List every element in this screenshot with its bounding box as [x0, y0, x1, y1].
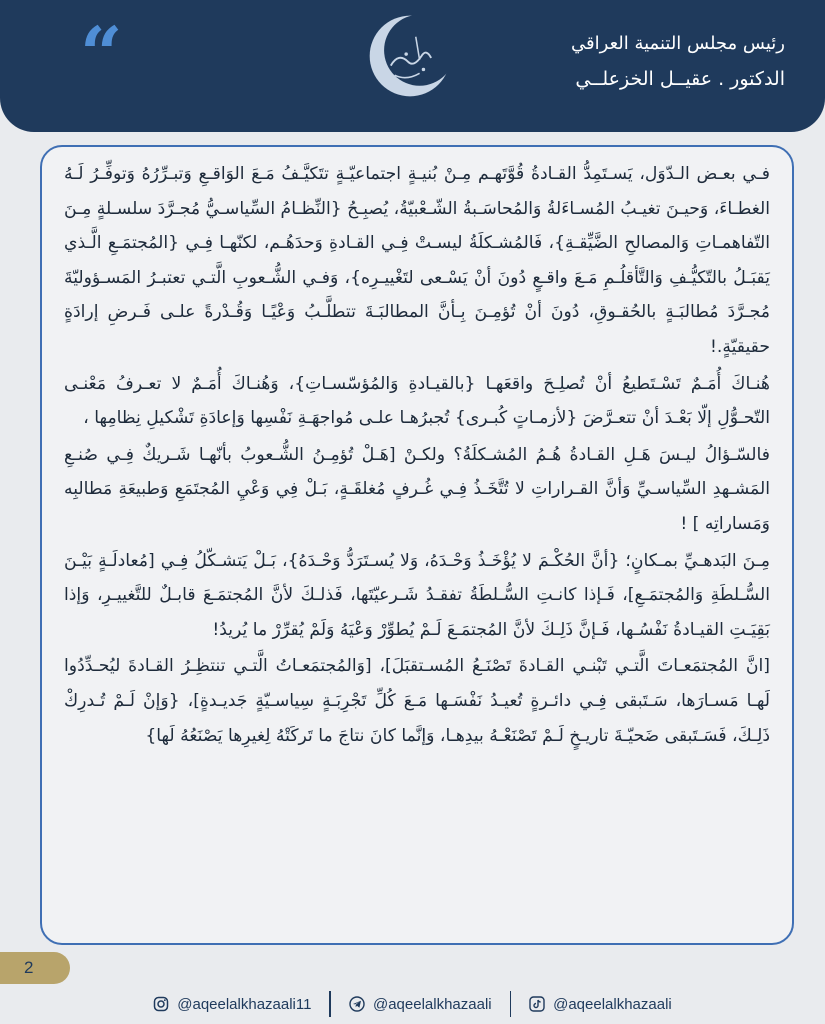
- article-paragraph: هُنـاكَ أُمَـمٌ تَسْـتَطيعُ أنْ تُصلِـحَ واقعَهـا {بالقيـادةِ وَالمُؤسّسـاتِ}، وَهُنـاكَ أُمَـمٌ لا تعـرفُ مَعْنـى التّحـوُّلِ إلّا بَعْـدَ أنْ تتعـرَّضَ {لأزمـاتٍ كُبـرى} تُجبرُهـا علـى مُواجهَـةِ نَفْسِها وَإعادَةِ تَشْكيلِ نِظامِها ،: [64, 373, 770, 429]
- tiktok-icon: [529, 996, 545, 1012]
- telegram-handle: @aqeelalkhazaali: [372, 995, 492, 1013]
- article-card: [40, 145, 794, 945]
- tiktok-link[interactable]: [511, 996, 690, 1013]
- article-paragraph: فالسّـؤالُ ليـسَ هَـلِ القـادةُ هُـمُ المُشـكلَةُ؟ ولكـنْ [هَـلْ تُؤمِـنُ الشُّـعوبُ بأنّهـا شَـريكٌ فِـي صُنـعِ المَشـهدِ السِّياسـيِّ وَأنَّ القـراراتِ لا تُتَّخَـذُ فِـي غُـرفٍ مُغلقَـةٍ، بَـلْ فِي وَعْيِ المُجتَمَعِ وَطبيعَةِ مَطالبِه وَمَساراتِه ] !: [64, 444, 770, 534]
- social-footer: [0, 984, 825, 1024]
- tiktok-handle: @aqeelalkhazaali: [553, 995, 672, 1013]
- quote-mark-icon: “: [80, 12, 123, 98]
- author-name: الدكتور . عقيــل الخزعلــي: [575, 68, 785, 90]
- crescent-calligraphy-logo-icon: [362, 8, 458, 104]
- instagram-link[interactable]: [135, 996, 329, 1013]
- telegram-link[interactable]: [331, 996, 510, 1013]
- article-paragraph: مِـنَ البَدهـيِّ بمـكانٍ؛ {أنَّ الحُكْـمَ لا يُؤْخَـذُ وَحْـدَهُ، وَلا يُسـتَرَدُّ وَحْـدَهُ}، بَـلْ يَتشـكّلُ فِـي [مُعادلَـةٍ بَيْـنَ السُّـلطَةِ وَالمُجتمَـعِ]، فَـإذا كانـتِ السُّـلطَةُ تفقـدُ شَـرعيّتَها، فَذلـكَ لأنَّ المُجتمَـعَ قابـلٌ للتَّغييـرِ، وَإذا بَقِيَـتِ القيـادةُ نَفْسُـها، فَـإنَّ ذَلِـكَ لأنَّ المُجتمَـعَ لَـمْ يُطوِّرْ وَعْيَهُ وَلَمْ يُقرِّرْ ما يُريدُ!: [64, 550, 770, 640]
- page-number-badge: 2: [0, 952, 70, 984]
- article-paragraph: فـي بعـض الـدّوَل، يَسـتَمِدُّ القـادةُ قُوَّتَهـم مِـنْ بُنيـةٍ اجتماعيّـةٍ تتَكيَّـفُ مَـعَ الوَاقـعِ وَتبـرِّرُهُ وَتوفِّـرُ لَـهُ الغطـاءَ، وَحيـنَ تغيـبُ المُسـاءَلةُ وَالمُحاسَـبةُ الشّـعْبيّةُ، يُصبِـحُ {النِّظـامُ السِّياسـيُّ مُجـرَّدَ سلسـلةٍ مِـنَ التّفاهمـاتِ وَالمصالحِ الضَّيِّقـةِ}، فَالمُشـكلَةُ ليسـتْ فِـي القـادةِ وَحدَهُـم، لكنّهـا فِـي {المُجتمَـعِ الَّـذي يَقبَـلُ بالتّكيُّـفِ وَالتَّأقلُـمِ مَـعَ واقـعٍ دُونَ أنْ يَسْـعى لتَغْييـرِه}، وَفـي الشُّـعوبِ الَّتـي تعتبـرُ المَسـؤوليّةَ مُجـرَّدَ مُطالبَـةٍ بالحُقـوقِ، دُونَ أنْ تُؤمِـنَ بِـأنَّ المطالبَـةَ تتطلَّـبُ وَعْيًـا وَقُـدْرةً علـى فَـرضِ إرادَةٍ حقيقيّةٍ.!: [64, 164, 770, 357]
- instagram-icon: [153, 996, 169, 1012]
- header-banner: [0, 0, 825, 132]
- author-block: [485, 30, 785, 96]
- author-role: رئيس مجلس التنمية العراقي: [571, 33, 785, 54]
- instagram-handle: @aqeelalkhazaali11: [177, 995, 312, 1013]
- article-paragraph: [انَّ المُجتمَعـاتَ الَّتـي تَبْنـي القـادةَ تَصْنَـعُ المُسـتقبَلَ]، [وَالمُجتمَعـاتُ الَّتـي تنتظِـرُ القـادةَ ليُحـدِّدُوا لَهـا مَسـارَها، سَـتَبقى فِـي دائـرةٍ تُعيـدُ نَفْسَـها مَـعَ كُلِّ تَجْرِبَـةٍ سِياسـيّةٍ جَديـدةٍ]، {وَإنْ لَـمْ تُـدرِكْ ذَلِـكَ، فَسَـتَبقى ضَحيّـةَ تاريـخٍ لَـمْ تَصْنَعْـهُ بيدِهـا، وَإنَّما كانَ نتاجَ ما تَركَتْهُ لِغيرِها يَصْنَعُهُ لَها}: [64, 656, 770, 746]
- telegram-icon: [349, 996, 365, 1012]
